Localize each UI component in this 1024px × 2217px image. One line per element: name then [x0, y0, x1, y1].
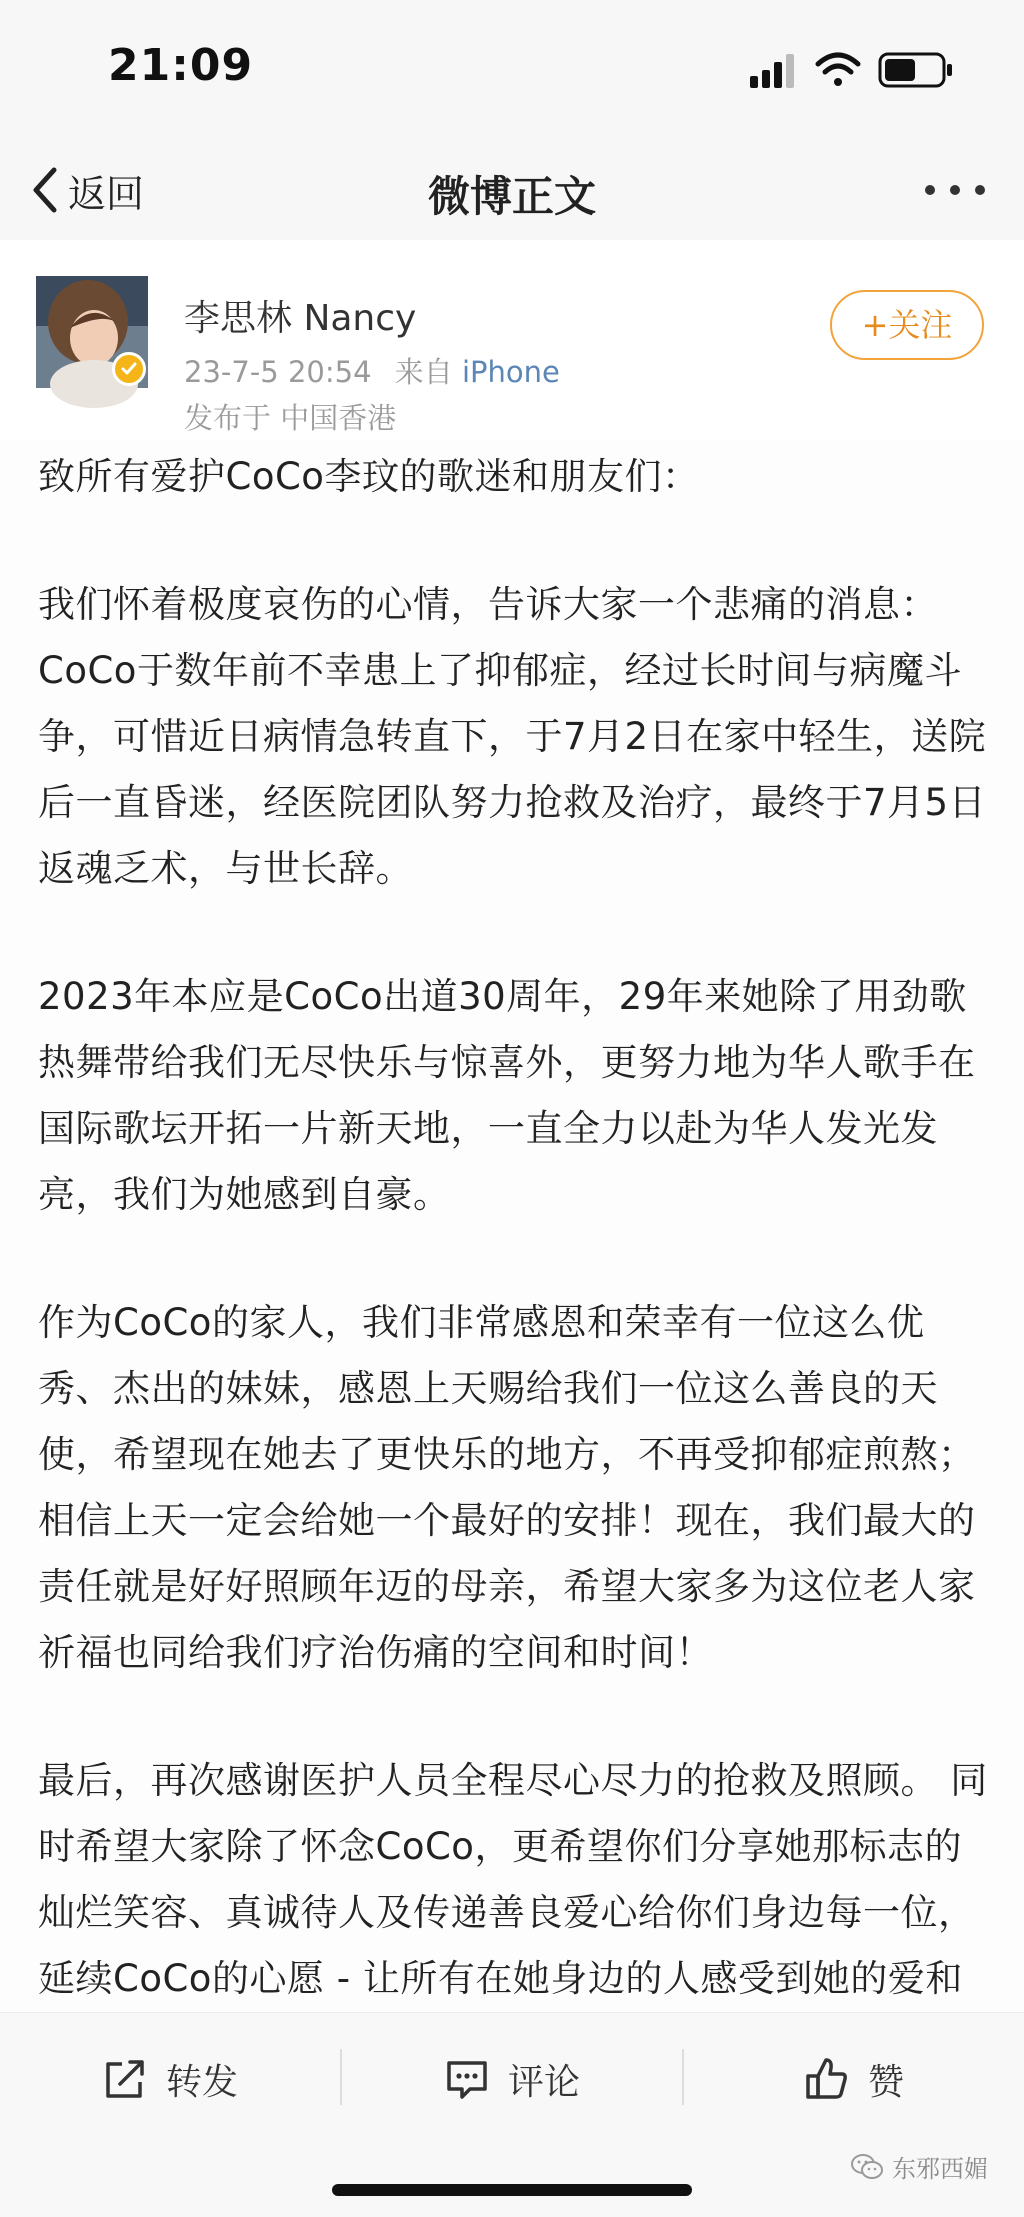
watermark-text: 东邪西媚 — [892, 2155, 988, 2183]
back-label: 返回 — [68, 171, 145, 216]
post-paragraph: 作为CoCo的家人，我们非常感恩和荣幸有一位这么优秀、杰出的妹妹，感恩上天赐给我们一位这么善良的天使，希望现在她去了更快乐的地方，不再受抑郁症煎熬；相信上天一定会给她一个最好的安排！现在，我们最大的责任就是好好照顾年迈的母亲，希望大家多为这位老人家祈福也同给我们疗治伤痛的空间和时间！ — [38, 1301, 976, 1674]
like-button[interactable] — [684, 2041, 1024, 2117]
home-indicator[interactable] — [332, 2184, 692, 2196]
verified-badge-icon — [112, 352, 146, 386]
post-source[interactable]: iPhone — [461, 355, 560, 389]
repost-label: 转发 — [165, 2061, 238, 2103]
post-paragraph: 致所有爱护CoCo李玟的歌迷和朋友们： — [38, 455, 700, 498]
battery-icon — [880, 54, 952, 86]
post-paragraph: 2023年本应是CoCo出道30周年，29年来她除了用劲歌热舞带给我们无尽快乐与惊喜外，更努力地为华人歌手在国际歌坛开拓一片新天地，一直全力以赴为华人发光发亮，我们为她感到自豪。 — [38, 975, 976, 1216]
like-label: 赞 — [867, 2061, 904, 2103]
follow-button[interactable]: +关注 — [830, 290, 984, 360]
repost-button[interactable] — [0, 2041, 340, 2117]
comment-button[interactable] — [342, 2041, 682, 2117]
post-paragraph: 最后，再次感谢医护人员全程尽心尽力的抢救及照顾。 同时希望大家除了怀念CoCo，更希望你们分享她那标志的灿烂笑容、真诚待人及传递善良爱心给你们身边每一位，延续CoCo的心愿 - 让所有在她身边的人感受到她的爱和 — [38, 1759, 988, 2000]
status-time: 21:09 — [108, 40, 254, 91]
source-prefix: 来自 — [394, 355, 453, 389]
nav-bar — [0, 140, 1024, 241]
wechat-icon — [850, 2153, 884, 2181]
post-body — [38, 444, 990, 2012]
watermark — [850, 2149, 988, 2184]
more-dots-icon[interactable] — [920, 168, 990, 212]
page-title: 微博正文 — [427, 172, 596, 221]
status-bar — [0, 0, 1024, 140]
post-paragraph: 我们怀着极度哀伤的心情，告诉大家一个悲痛的消息：CoCo于数年前不幸患上了抑郁症，经过长时间与病魔斗争，可惜近日病情急转直下，于7月2日在家中轻生，送院后一直昏迷，经医院团队努力抢救及治疗，最终于7月5日返魂乏术，与世长辞。 — [38, 583, 987, 890]
author-name[interactable]: 李思林 Nancy — [184, 298, 417, 339]
like-thumb-icon — [804, 2056, 850, 2102]
signal-icon — [750, 54, 794, 88]
post-location: 发布于 中国香港 — [184, 401, 397, 435]
status-icons — [740, 48, 960, 92]
wifi-icon — [818, 55, 858, 86]
post-meta — [184, 350, 560, 391]
repost-icon — [102, 2056, 148, 2102]
comment-label: 评论 — [507, 2061, 580, 2103]
post-header — [0, 240, 1024, 440]
comment-icon — [444, 2056, 490, 2102]
post-date: 23-7-5 20:54 — [184, 355, 372, 389]
